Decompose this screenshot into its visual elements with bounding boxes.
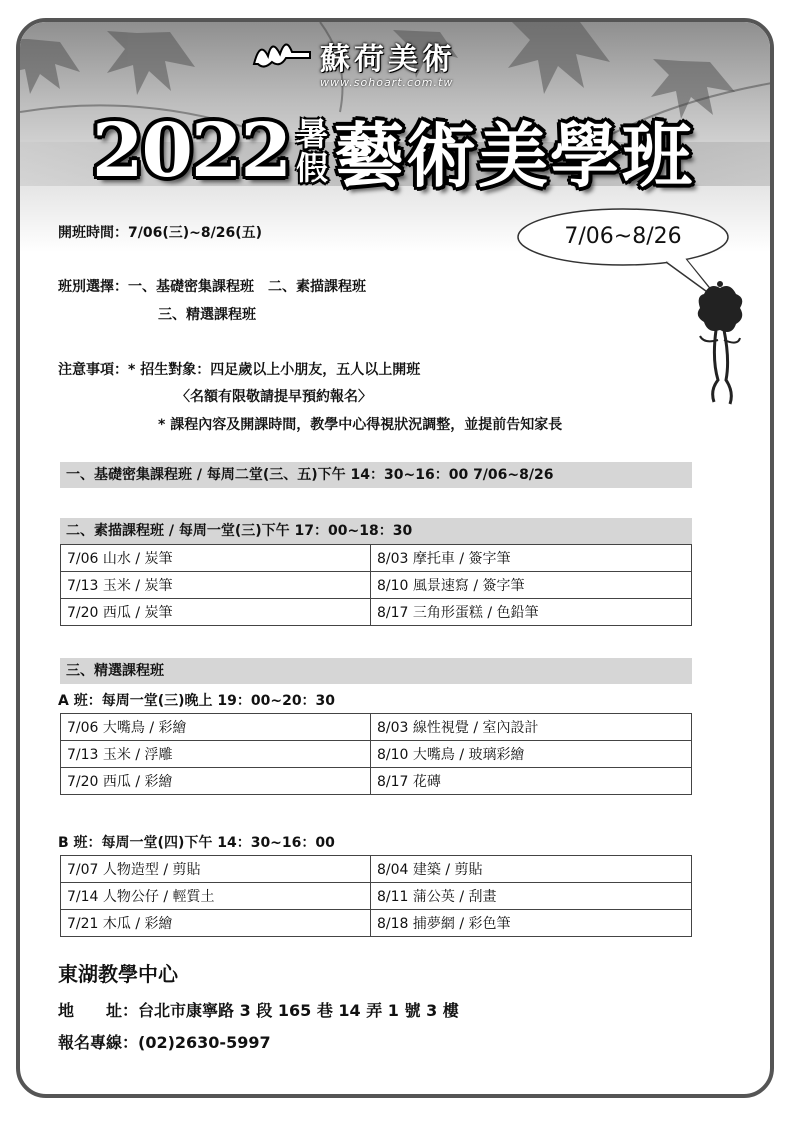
class-options-text: 班別選擇：一、基礎密集課程班 二、素描課程班 <box>58 279 366 295</box>
table-row <box>61 599 692 626</box>
table-row <box>61 741 692 768</box>
main-title <box>92 100 694 201</box>
table-cell: 8/03 線性視覺 / 室內設計 <box>371 714 692 741</box>
class-a-label: A 班：每周一堂(三)晚上 19：00~20：30 <box>58 693 336 709</box>
table-row <box>61 883 692 910</box>
table-cell: 7/07 人物造型 / 剪貼 <box>61 856 371 883</box>
class-options-line2: 三、精選課程班 <box>158 307 256 323</box>
table-cell: 8/10 風景速寫 / 簽字筆 <box>371 572 692 599</box>
class-a-table <box>60 713 692 795</box>
logo-name: 蘇荷美術 <box>320 42 456 77</box>
table-row <box>61 545 692 572</box>
period-text: 開班時間：7/06(三)~8/26(五) <box>58 225 262 241</box>
logo-mark-icon <box>250 34 314 70</box>
section1-header: 一、基礎密集課程班 / 每周二堂(三、五)下午 14：30~16：00 7/06~8/26 <box>60 462 692 488</box>
table-cell: 7/13 玉米 / 炭筆 <box>61 572 371 599</box>
table-cell: 7/06 山水 / 炭筆 <box>61 545 371 572</box>
section2-table <box>60 544 692 626</box>
table-row <box>61 768 692 795</box>
notes-line1: 注意事項：* 招生對象：四足歲以上小朋友，五人以上開班 <box>58 362 421 378</box>
bubble-dates: 7/06~8/26 <box>564 224 682 249</box>
title-small-top: 暑 <box>295 114 328 153</box>
brand-logo <box>250 34 456 89</box>
table-cell: 8/17 花磚 <box>371 768 692 795</box>
table-cell: 7/06 大嘴鳥 / 彩繪 <box>61 714 371 741</box>
logo-url: www.sohoart.com.tw <box>320 76 454 89</box>
table-row <box>61 572 692 599</box>
table-cell: 8/03 摩托車 / 簽字筆 <box>371 545 692 572</box>
table-cell: 7/14 人物公仔 / 輕質土 <box>61 883 371 910</box>
table-cell: 8/17 三角形蛋糕 / 色鉛筆 <box>371 599 692 626</box>
title-small-bottom: 假 <box>295 148 328 187</box>
cartoon-figure-icon <box>690 280 750 410</box>
title-course-name: 藝術美學班 <box>333 114 694 197</box>
table-cell: 8/10 大嘴鳥 / 玻璃彩繪 <box>371 741 692 768</box>
table-cell: 7/20 西瓜 / 彩繪 <box>61 768 371 795</box>
title-year: 2022 <box>92 107 290 194</box>
table-cell: 7/20 西瓜 / 炭筆 <box>61 599 371 626</box>
table-row <box>61 856 692 883</box>
title-summer <box>295 114 328 187</box>
center-name: 東湖教學中心 <box>58 962 178 986</box>
table-cell: 8/11 蒲公英 / 刮畫 <box>371 883 692 910</box>
table-cell: 8/04 建築 / 剪貼 <box>371 856 692 883</box>
table-row <box>61 910 692 937</box>
notes-line2: 〈名額有限敬請提早預約報名〉 <box>176 389 372 405</box>
table-cell: 8/18 捕夢網 / 彩色筆 <box>371 910 692 937</box>
class-b-table <box>60 855 692 937</box>
table-cell: 7/13 玉米 / 浮雕 <box>61 741 371 768</box>
section3-header: 三、精選課程班 <box>60 658 692 684</box>
notes-line3: * 課程內容及開課時間，教學中心得視狀況調整，並提前告知家長 <box>158 417 563 433</box>
center-address: 地 址：台北市康寧路 3 段 165 巷 14 弄 1 號 3 樓 <box>58 1001 459 1020</box>
table-row <box>61 714 692 741</box>
center-phone: 報名專線：(02)2630-5997 <box>58 1033 271 1052</box>
table-cell: 7/21 木瓜 / 彩繪 <box>61 910 371 937</box>
class-b-label: B 班：每周一堂(四)下午 14：30~16：00 <box>58 835 335 851</box>
section2-header: 二、素描課程班 / 每周一堂(三)下午 17：00~18：30 <box>60 518 692 544</box>
